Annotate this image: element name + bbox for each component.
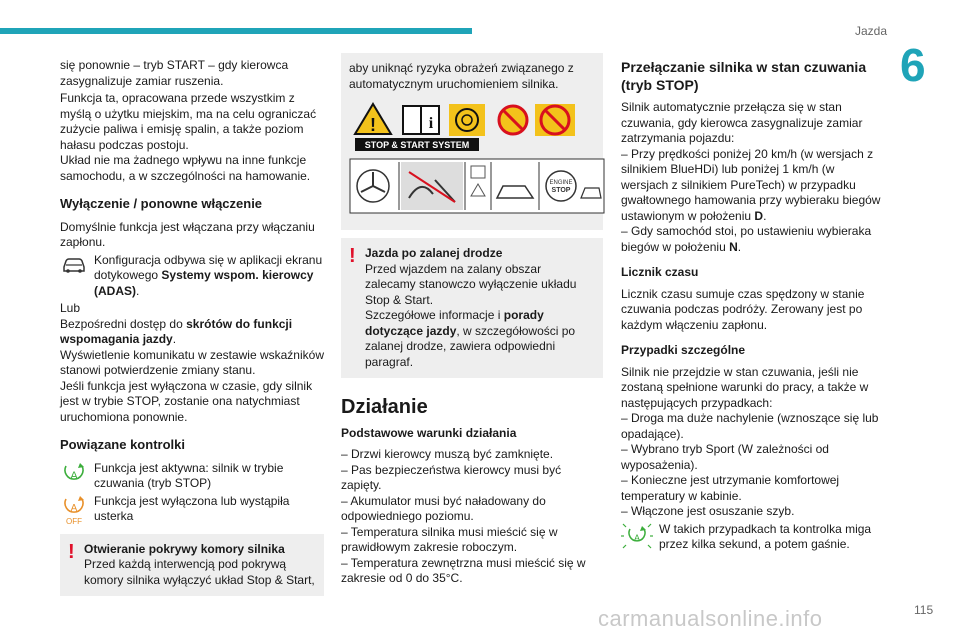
box-title: Jazda po zalanej drodze [365, 246, 503, 260]
stop-start-warning-label-icon [351, 100, 591, 152]
svg-text:!: ! [370, 115, 376, 135]
box-title: Otwieranie pokrywy komory silnika [84, 541, 285, 556]
svg-text:i: i [428, 115, 434, 132]
list-item: – Gdy samochód stoi, po ustawieniu wybieraka biegów w położeniu N. [621, 224, 872, 254]
list-item: – Pas bezpieczeństwa kierowcy musi być zapięty. [341, 462, 562, 492]
indicator-row-active [60, 461, 324, 492]
paragraph: Przed wjazdem na zalany obszar zalecamy stanowczo wyłączenie układu Stop & Start. [365, 261, 577, 307]
stop-start-off-icon [60, 494, 88, 526]
list-item: – Włączone jest osuszanie szyb. [621, 504, 795, 518]
engine-stop-diagram-icon [349, 158, 605, 214]
section-heading: Przypadki szczególne [621, 343, 746, 357]
warning-icon: ! [349, 245, 356, 267]
watermark: carmanualsonline.info [598, 606, 823, 631]
chapter-bar [0, 28, 472, 34]
paragraph: Silnik automatycznie przełącza się w stan czuwania, gdy kierowca zasygnalizuje zamiar zatrzymania pojazdu: [621, 100, 863, 145]
paragraph: Funkcja ta, opracowana przede wszystkim z myślą o użytku miejskim, ma na celu ograniczać zużycie paliwa i emisję spalin, a także poziom hałasu podczas postoju. [60, 91, 317, 152]
engine-label: ENGINE [549, 180, 573, 186]
stop-start-label-text: STOP & START SYSTEM [364, 140, 470, 150]
section-header: Jazda [855, 24, 888, 38]
list-item: – Droga ma duże nachylenie (wznoszące się lub opadające). [621, 411, 879, 441]
car-icon [60, 253, 88, 275]
paragraph: się ponownie – tryb START – gdy kierowca zasygnalizuje zamiar ruszenia. [60, 58, 289, 88]
blinking-indicator-row [621, 522, 885, 553]
list-item: – Temperatura silnika musi mieścić się w prawidłowym zakresie roboczym. [341, 524, 558, 554]
paragraph: Funkcja jest aktywna: silnik w trybie czuwania (tryb STOP) [94, 460, 284, 490]
column-2 [341, 53, 603, 587]
section-heading: Przełączanie silnika w stan czuwania (tryb STOP) [621, 59, 867, 93]
off-label: OFF [66, 516, 82, 526]
column-1 [60, 58, 324, 596]
stop-label: STOP [551, 187, 571, 194]
page-number: 115 [914, 603, 934, 617]
svg-text:A: A [70, 502, 78, 514]
svg-text:A: A [633, 532, 641, 543]
column-3 [621, 58, 885, 555]
paragraph: W takich przypadkach ta kontrolka miga przez kilka sekund, a potem gaśnie. [659, 521, 872, 551]
paragraph: Silnik nie przejdzie w stan czuwania, jeśli nie zostaną spełnione warunki do pracy, a także w następujących przypadkach: [621, 364, 869, 410]
paragraph: Wyświetlenie komunikatu w zestawie wskaźników stanowi potwierdzenie zmiany stanu. [60, 347, 324, 377]
stop-start-blinking-icon [621, 522, 653, 550]
warning-icon: ! [68, 540, 75, 563]
list-item: – Wybrano tryb Sport (W zależności od wyposażenia). [621, 442, 829, 472]
list-item: – Przy prędkości poniżej 20 km/h (w wersjach z silnikiem BlueHDi) lub poniżej 1 km/h (w wersjach z silnikiem PureTech) w przypadku gwałtownego hamowania przy wybieraku biegów ustawionym w położeniu D. [621, 146, 881, 223]
paragraph: Funkcja jest wyłączona lub wystąpiła usterka [94, 493, 290, 523]
list-item: – Temperatura zewnętrzna musi mieścić się w zakresie od 0 do 35°C. [341, 555, 586, 585]
section-title: Działanie [341, 396, 428, 418]
paragraph: Bezpośredni dostęp do skrótów do funkcji wspomagania jazdy. [60, 316, 293, 346]
paragraph: Lub [60, 301, 81, 315]
indicator-row-off [60, 494, 324, 526]
paragraph: Domyślnie funkcja jest włączana przy włączaniu zapłonu. [60, 219, 315, 249]
section-heading: Powiązane kontrolki [60, 437, 185, 452]
warning-box-hood [60, 534, 324, 597]
paragraph: Jeśli funkcja jest wyłączona w czasie, gdy silnik jest w trybie STOP, zostanie ona natychmiast uruchomiona ponownie. [60, 378, 313, 424]
list-item: – Konieczne jest utrzymanie komfortowej temperatury w kabinie. [621, 473, 840, 503]
paragraph: Szczegółowe informacje i porady dotyczące jazdy, w szczegółowości po zalanej drodze, zawiera odpowiedni paragraf. [365, 308, 576, 369]
paragraph: Przed każdą interwencją pod pokrywą komory silnika wyłączyć układ Stop & Start, [84, 557, 315, 587]
chapter-number: 6 [900, 39, 926, 91]
adas-config-row [60, 253, 324, 300]
svg-text:A: A [70, 469, 78, 482]
section-heading: Podstawowe warunki działania [341, 425, 517, 440]
paragraph: Licznik czasu sumuje czas spędzony w stanie czuwania podczas podróży. Zerowany jest po każdym włączeniu zapłonu. [621, 286, 865, 332]
paragraph: Układ nie ma żadnego wpływu na inne funkcje samochodu, a w szczególności na hamowanie. [60, 153, 311, 183]
stop-start-active-icon [60, 461, 88, 487]
paragraph: aby uniknąć ryzyka obrażeń związanego z automatycznym uruchomieniem silnika. [349, 61, 574, 91]
list-item: – Drzwi kierowcy muszą być zamknięte. [341, 447, 554, 461]
warning-box-continued [341, 53, 603, 230]
section-heading: Wyłączenie / ponowne włączenie [60, 196, 263, 211]
list-item: – Akumulator musi być naładowany do odpowiedniego poziomu. [341, 493, 546, 523]
section-heading: Licznik czasu [621, 265, 699, 279]
warning-box-flooded [341, 238, 603, 378]
paragraph: Konfiguracja odbywa się w aplikacji ekranu dotykowego Systemy wspom. kierowcy (ADAS). [94, 252, 323, 298]
